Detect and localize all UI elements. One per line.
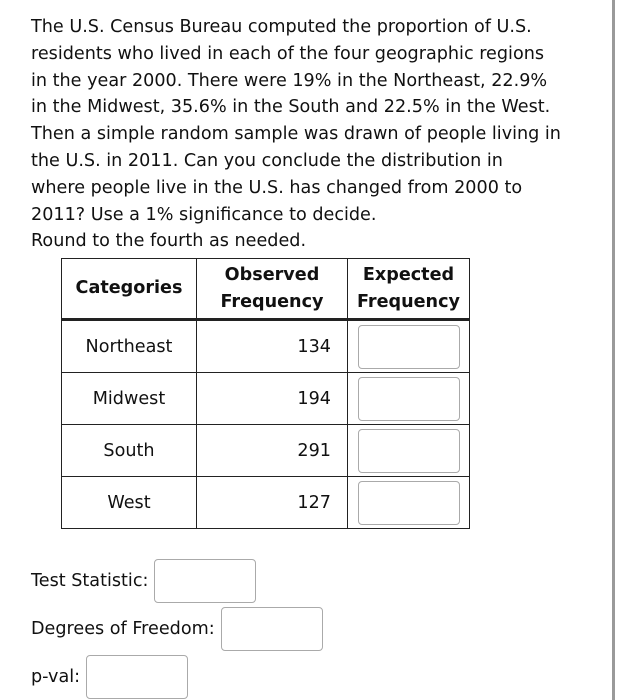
p-value-row [31, 655, 188, 699]
category-south: South [62, 425, 197, 477]
category-midwest: Midwest [62, 373, 197, 425]
problem-line: Then a simple random sample was drawn of people living in [31, 124, 561, 145]
expected-cell [348, 320, 470, 373]
problem-line: residents who lived in each of the four geographic regions [31, 43, 545, 64]
observed-midwest: 194 [197, 373, 348, 425]
scrollbar[interactable] [612, 0, 615, 700]
table-row [62, 425, 470, 477]
observed-west: 127 [197, 477, 348, 529]
problem-line: 2011? Use a 1% significance to decide. [31, 204, 377, 225]
problem-line: in the Midwest, 35.6% in the South and 22.5% in the West. [31, 97, 551, 118]
rounding-instruction: Round to the fourth as needed. [31, 231, 307, 252]
category-west: West [62, 477, 197, 529]
expected-header-line1: Expected [362, 264, 455, 285]
categories-header-label: Categories [75, 278, 183, 298]
expected-cell [348, 425, 470, 477]
expected-cell [348, 477, 470, 529]
frequency-table [61, 258, 470, 529]
problem-line: where people live in the U.S. has changed from 2000 to [31, 177, 523, 198]
expected-northeast-input[interactable] [358, 325, 460, 369]
table-header-row [62, 259, 470, 320]
problem-statement [31, 14, 606, 255]
table-row [62, 373, 470, 425]
degrees-of-freedom-label: Degrees of Freedom: [31, 619, 215, 639]
table-row [62, 320, 470, 373]
observed-frequency-header [197, 259, 348, 320]
expected-west-input[interactable] [358, 481, 460, 525]
categories-header [62, 259, 197, 320]
p-value-label: p-val: [31, 667, 81, 687]
observed-header-line1: Observed [224, 264, 320, 285]
expected-frequency-header [348, 259, 470, 320]
problem-line: The U.S. Census Bureau computed the proportion of U.S. [31, 17, 532, 37]
expected-cell [348, 373, 470, 425]
problem-line: in the year 2000. There were 19% in the Northeast, 22.9% [31, 70, 548, 91]
test-statistic-input[interactable] [154, 559, 256, 603]
p-value-input[interactable] [86, 655, 188, 699]
degrees-of-freedom-input[interactable] [221, 607, 323, 651]
category-northeast: Northeast [62, 320, 197, 373]
observed-header-line2: Frequency [220, 291, 324, 312]
observed-south: 291 [197, 425, 348, 477]
table-row [62, 477, 470, 529]
problem-line: the U.S. in 2011. Can you conclude the distribution in [31, 150, 503, 171]
expected-south-input[interactable] [358, 429, 460, 473]
test-statistic-label: Test Statistic: [31, 571, 149, 591]
expected-midwest-input[interactable] [358, 377, 460, 421]
test-statistic-row [31, 559, 256, 603]
observed-northeast: 134 [197, 320, 348, 373]
expected-header-line2: Frequency [357, 291, 460, 312]
degrees-of-freedom-row [31, 607, 323, 651]
